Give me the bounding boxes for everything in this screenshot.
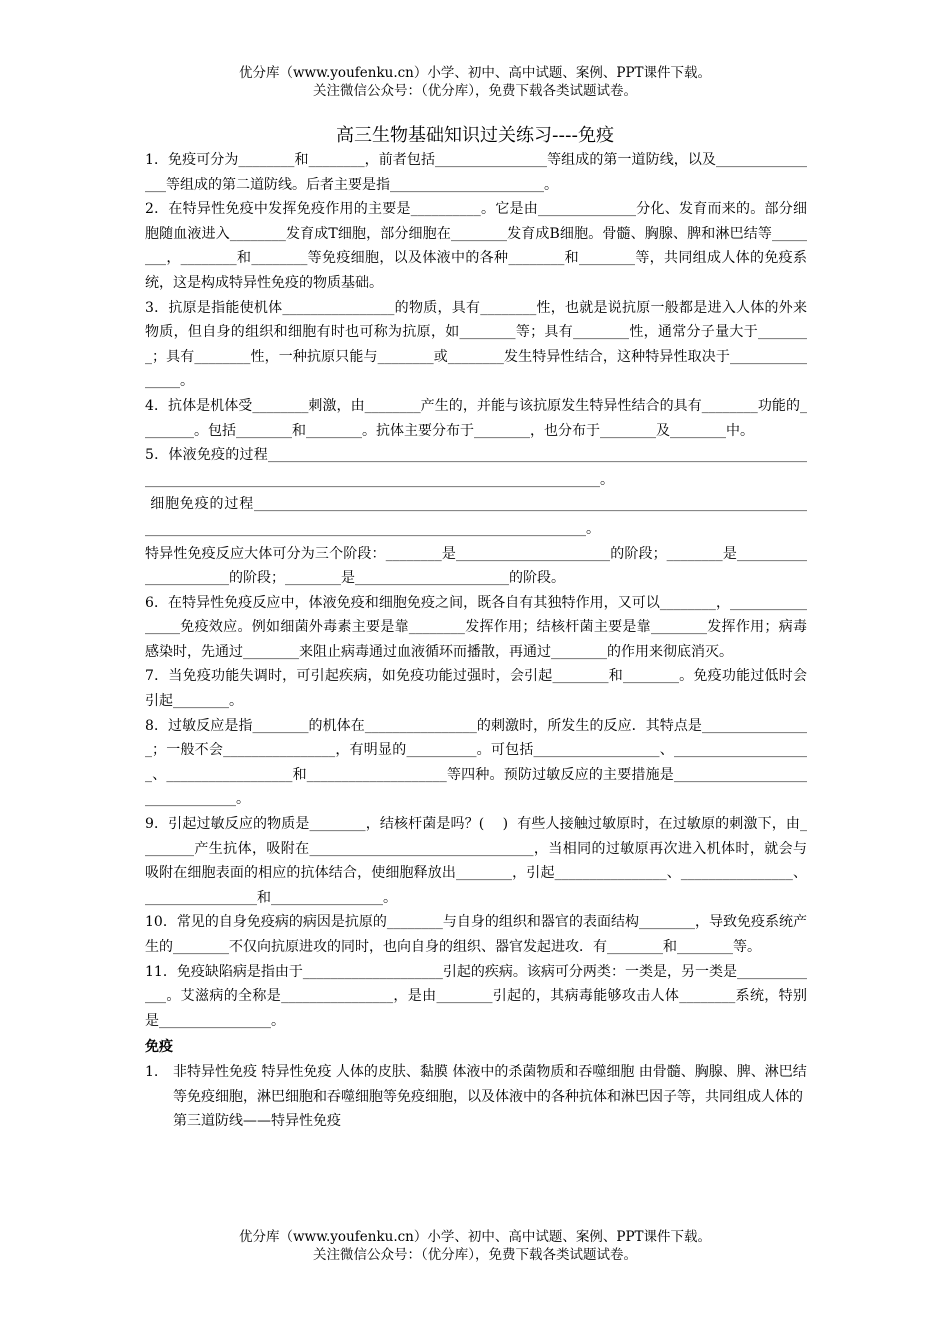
question-5-stages: 特异性免疫反应大体可分为三个阶段：________是______________________的阶段；________是______________________的阶段；________是______________________的阶段。 <box>145 545 807 587</box>
question-10: 10．常见的自身免疫病的病因是抗原的________与自身的组织和器官的表面结构________，导致免疫系统产生的________不仅向抗原进攻的同时，也向自身的组织、器官发起进攻．有________和________等。 <box>145 914 807 955</box>
question-6: 6．在特异性免疫反应中，体液免疫和细胞免疫之间，既各自有其独特作用，又可以________，________________免疫效应。例如细菌外毒素主要是靠________发挥作用；结核杆菌主要是靠________发挥作用；病毒感染时，先通过________来阻止病毒通过血液循环而播散，再通过________的作用来彻底消灭。 <box>145 594 807 660</box>
answer-text: 非特异性免疫 特异性免疫 人体的皮肤、黏膜 体液中的杀菌物质和吞噬细胞 由骨髓、胸腺、脾、淋巴结等免疫细胞，淋巴细胞和吞噬细胞等免疫细胞，以及体液中的各种抗体和淋巴因子等，共同组成人体的第三道防线——特异性免疫 <box>173 1063 807 1130</box>
question-5-humoral: 5．体液免疫的过程______________________________________________________________________________________________________________________________________________。 <box>145 447 807 488</box>
answer-number: 1. <box>145 1063 159 1080</box>
worksheet-body <box>145 148 807 1134</box>
answer-item <box>145 1060 807 1134</box>
question-5-cellular: 细胞免疫的过程______________________________________________________________________________________________________________________________________________。 <box>145 496 808 537</box>
question-7: 7．当免疫功能失调时，可引起疾病，如免疫功能过强时，会引起________和________。免疫功能过低时会引起________。 <box>145 668 807 710</box>
footer-line-1: 优分库（www.youfenku.cn）小学、初中、高中试题、案例、PPT课件下载。 <box>238 1229 712 1245</box>
question-11: 11．免疫缺陷病是指由于____________________引起的疾病。该病可分两类：一类是，另一类是_____________。艾滋病的全称是________________，是由________引起的，其病毒能够攻击人体________系统，特别是________________。 <box>145 963 807 1029</box>
footer-line-2: 关注微信公众号：（优分库），免费下载各类试题试卷。 <box>313 1247 637 1263</box>
page-footer <box>0 1228 950 1264</box>
question-8: 8．过敏反应是指________的机体在________________的刺激时，所发生的反应．其特点是________________；一般不会________________，有明显的__________。可包括__________________、____________________、__________________和____________________等四种。预防过敏反应的主要措施是________________________________。 <box>145 717 807 808</box>
question-4: 4．抗体是机体受________刺激，由________产生的，并能与该抗原发生特异性结合的具有________功能的________。包括________和________。抗体主要分布于________，也分布于________及________中。 <box>145 397 807 439</box>
page-header <box>0 64 950 100</box>
question-9: 9．引起过敏反应的物质是________，结核杆菌是吗？( ) 有些人接触过敏原时，在过敏原的刺激下，由________产生抗体，吸附在________________________________，当相同的过敏原再次进入机体时，就会与吸附在细胞表面的相应的抗体结合，使细胞释放出________，引起________________、________________、________________和________________。 <box>145 816 807 906</box>
question-2: 2．在特异性免疫中发挥免疫作用的主要是__________。它是由______________分化、发育而来的。部分细胞随血液进入________发育成T细胞，部分细胞在________发育成B细胞。骨髓、胸腺、脾和淋巴结等________，________和________等免疫细胞，以及体液中的各种________和________等，共同组成人体的免疫系统，这是构成特异性免疫的物质基础。 <box>145 201 807 291</box>
question-1: 1．免疫可分为________和________，前者包括________________等组成的第一道防线，以及________________等组成的第二道防线。后者主要是指______________________。 <box>145 152 807 193</box>
page-title: 高三生物基础知识过关练习----免疫 <box>336 125 614 146</box>
header-line-1: 优分库（www.youfenku.cn）小学、初中、高中试题、案例、PPT课件下载。 <box>238 65 712 81</box>
header-line-2: 关注微信公众号：（优分库），免费下载各类试题试卷。 <box>313 83 637 99</box>
question-3: 3．抗原是指能使机体________________的物质，具有________性，也就是说抗原一般都是进入人体的外来物质，但自身的组织和细胞有时也可称为抗原，如________等；具有________性，通常分子量大于________；具有________性，一种抗原只能与________或________发生特异性结合，这种特异性取决于________________。 <box>145 299 807 390</box>
answers-heading: 免疫 <box>145 1039 173 1056</box>
